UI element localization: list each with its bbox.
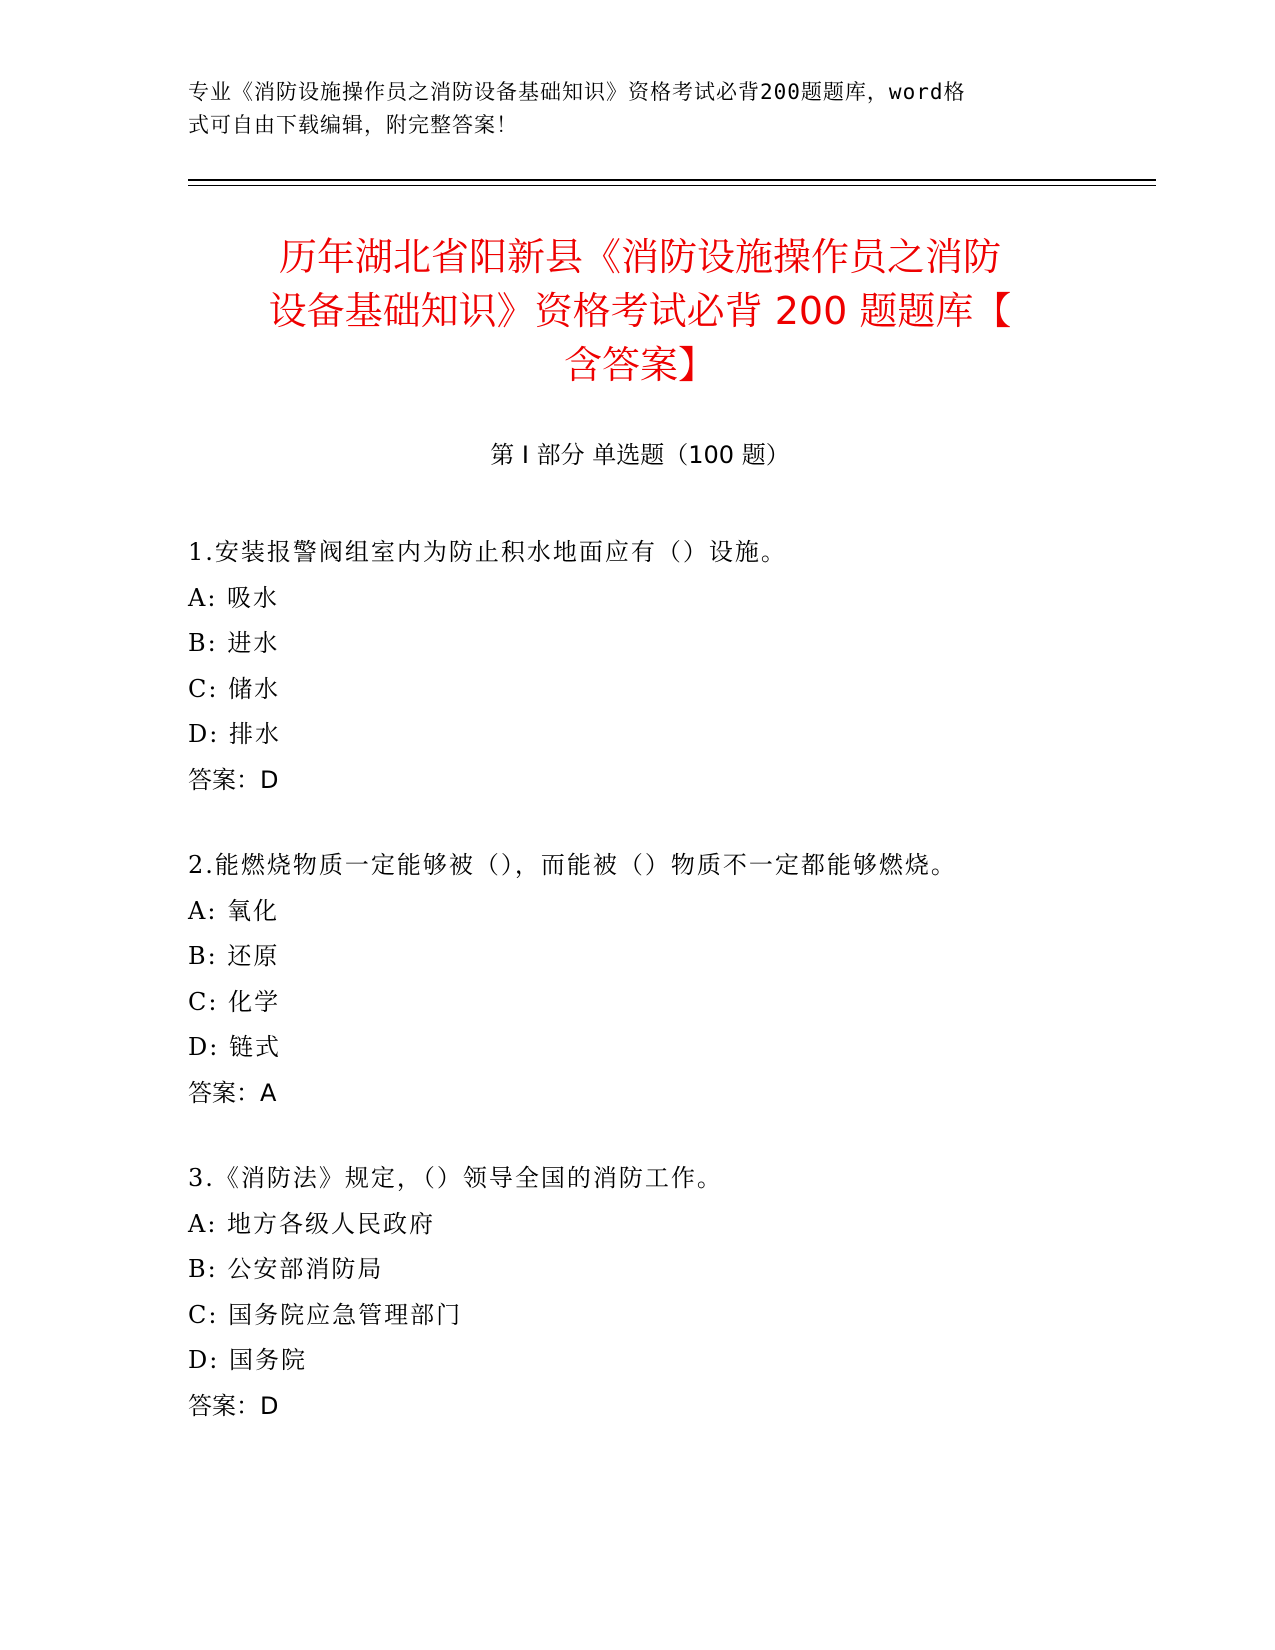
question-option: C: 国务院应急管理部门 xyxy=(188,1300,463,1329)
question-option: C: 化学 xyxy=(188,987,281,1016)
document-title xyxy=(180,230,1100,392)
question-stem: 3.《消防法》规定，（）领导全国的消防工作。 xyxy=(188,1164,723,1192)
question-answer: 答案：D xyxy=(188,1391,279,1420)
header-divider-thick xyxy=(188,179,1156,181)
document-title-line-1: 历年湖北省阳新县《消防设施操作员之消防 xyxy=(278,235,1001,279)
header-note-line-1: 专业《消防设施操作员之消防设备基础知识》资格考试必背200题题库，word格 xyxy=(188,80,966,104)
document-title-line-3: 含答案】 xyxy=(563,343,716,387)
question-stem: 1.安装报警阀组室内为防止积水地面应有（）设施。 xyxy=(188,538,787,566)
question-option: A: 吸水 xyxy=(188,583,280,612)
question-option: D: 链式 xyxy=(188,1033,281,1061)
header-note xyxy=(188,76,1068,142)
question-option: B: 公安部消防局 xyxy=(188,1255,384,1283)
section-heading: 第 I 部分 单选题（100 题） xyxy=(490,441,790,469)
question-item xyxy=(188,530,1138,803)
question-option: D: 排水 xyxy=(188,720,281,748)
question-answer: 答案：A xyxy=(188,1078,277,1107)
question-option: C: 储水 xyxy=(188,674,281,703)
question-option: A: 氧化 xyxy=(188,896,280,925)
header-divider-thin xyxy=(188,185,1156,186)
question-stem: 2.能燃烧物质一定能够被（），而能被（）物质不一定都能够燃烧。 xyxy=(188,851,957,879)
question-option: A: 地方各级人民政府 xyxy=(188,1209,436,1238)
question-item xyxy=(188,1156,1138,1429)
document-title-line-2: 设备基础知识》资格考试必背 200 题题库【 xyxy=(268,289,1012,333)
question-answer: 答案：D xyxy=(188,765,279,794)
question-option: B: 进水 xyxy=(188,629,280,657)
question-list xyxy=(188,530,1138,1469)
question-item xyxy=(188,843,1138,1116)
question-option: B: 还原 xyxy=(188,942,280,970)
question-option: D: 国务院 xyxy=(188,1346,307,1374)
header-note-line-2: 式可自由下载编辑，附完整答案！ xyxy=(188,113,518,137)
